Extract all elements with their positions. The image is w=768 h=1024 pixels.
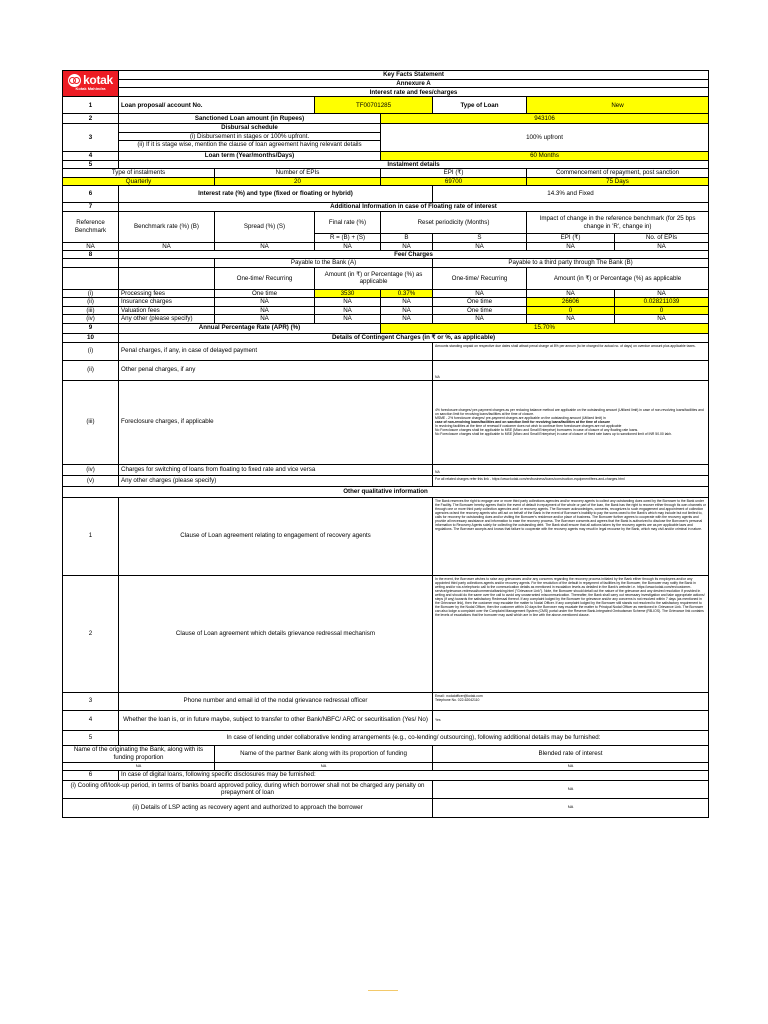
kotak-logo: kotak Kotak Mahindra [63, 71, 119, 97]
loan-transfer-label: Whether the loan is, or in future maybe, subject to transfer to other Bank/NBFC/ ARC or securitisation (Yes/ No) [119, 710, 433, 730]
page-footer-mark [368, 990, 398, 991]
contingent-charges-title: Details of Contingent Charges (in ₹ or %, as applicable) [119, 333, 709, 342]
annexure-label: Annexure A [119, 80, 709, 88]
key-facts-table: kotak Kotak Mahindra Key Facts Statement Annexure A Interest rate and fees/charges 1 Loan proposal/ account No. TF00701285 Type of Loan New 2 Sanctioned Loan amount (in Rupees) 943106 3 Disbursal schedule 100% upfront (i) Disbursement in stages or 100% upfront. (ii) If it is stage wise, mention the clause of loan agreement having relevant details 4 Loan term (Year/months/Days) 60 Months 5 Instalment details Type of instalments Number of EPIs EPI (₹) Commencement of repayment, post sanction Quarterly 20 69700 75 Days 6 Interest rate (%) and type (fixed or floating or hybrid) 14.3% and Fixed 7 Additional Information in case of Floating rate of interest Reference Benchmark Benchmark rate (%) (B) Spread (%) (S) Final rate (%) Reset periodicity (Months) Impact of change in the reference benchmark (for 25 bps change in 'R', change in) R = (B) + (S) B S EPI (₹) No. of EPIs NA NA NA NA NA NA NA NA 8 Fee/ Charges Payable to the Bank (A) Payable to a third party through The Bank (B) One-time/ Recurring Amount (in ₹) or Percentage (%) as applicable One-time/ Recurring Amount (in ₹) or Percentage (%) as applicable (i) Processing fees One time 3530 0.37% NA NA NA (ii) Insurance charges NA NA NA One time 26606 0.028211039 (iii) Valuation fees NA NA NA One time 0 0 (iv) Any other (please specify) NA NA NA NA NA NA 9 Annual Percentage Rate (APR) (%) 15.70% 10 Details of Contingent Charges (in ₹ or %, as applicable) (i) Penal charges, if any, in case of delayed payment Amounts standing unpaid on respective due dates shall attract penal charge at 8% per annum (to be charged for actual no. of days) on overdue amount plus applicable taxes. (ii) Other penal charges, if any NA (iii) Foreclosure charges, if applicable 4% foreclosure charges/ pre-payment charges as per reducing balance method are applicable on the outstanding amount (Utilized limit) in case of non-revolving loans/facilities and on sanction limit for revolving loans/facilities at the time of closure. MSME - 2% foreclosure charges/ pre-payment charges are applicable on the outstanding amount (Utilized limit) in case of non-revolving loans/facilities and on sanction limit for revolving loans/facilities at the time of closure In revolving facilities at the time of renewal if customer does not wish to continue then foreclosure charges are not applicable No Foreclosure charges shall be applicable to MSE (Micro and Small Enterprise) borrowers in case of closure of any floating rate loans. No Foreclosure charges shall be applicable to MSE (Micro and Small Enterprise) in case of closure of fixed rate loans up to sanctioned limit of INR 50.00 lakh. (iv) Charges for switching of loans from floating to fixed rate and vice versa NA (v) Any other charges (please specify) For all related charges refer this link - https://www.kotak.com/en/business/loans/construction-equipment/fees-and-charges.html Other qualitative information 1 Clause of Loan agreement relating to engagement of recovery agents The Bank reserves the right to engage one or more third party collections agencies and/or recovery agents to collect any outstanding dues owed by the Borrower to the Bank under the Facility. The Borrower hereby agrees that in the event of default in repayment of the whole or part of the loan, the Bank has the right to recover either through its own channels or through one or more third party collection agencies and/ or recovery agents. The Borrower acknowledges, consents, recognizes to such engagement and appointment of collection agencies or/and the recovery agents who will act on behalf of the Bank in the event of Borrower's inability to pay the sums owed to the Bank's which may include but not limited to, calls for recovery for outstanding dues and/or visiting the Borrower's residence and/or place of business. The Borrower further agrees to cooperate with the recovery agents and provide all necessary assistance and information to ease the recovery process. The Borrower consents and agrees that the Bank is authorized to disclose the Borrower's personal information to Recovery Agents solely for collecting the outstanding debt. The Bank shall ensure that all actions taken by the recovery agents are as per applicable laws and regulations. The Borrower accepts and knows that failure to cooperate with the recovery agents may result in legal recourse by the Bank, which may civil and/or criminal in nature. 2 Clause of Loan agreement which details grievance redressal mechanism In the event, the Borrower wishes to raise any grievances and/or any concerns regarding the recovery process initiated by the Bank either through its employees and/or any appointed third party collections agents and/or recovery agents. For the resolution of the default in repayment of facilities by the Borrower, the Borrower may notify the Bank in writing and/or via a telephonic call to the communication details as mentioned in escalation levels as detailed in the Bank's website i.e. https://www.kotak.com/en/customer-service/grievance-redressal/commercialbanking.html ("Grievance Link"). Note, the Borrower should detail out the nature of the grievance and any desired resolution if provided in writing and should do the same over the call to avoid any unwarranted miscommunication. Thereafter, the Bank shall carry out necessary investigation and take appropriate actions/ steps (if any) towards the satisfactory Redressal thereof. If any complaint lodged by the Borrower for grievance and/or any concerns is not resolved within 7 days (as mentioned in the Grievance link), then the customer may escalate the matter to Nodal Officer. If any complaint lodged by the Borrower still stands not resolved to the satisfactory requirement to the Borrower by the Nodal Officer, then the customer within 10 days the Borrower may escalate the matter to Principal Nodal Officer as mentioned in Grievance Link. The Borrower can also lodge a complaint over the Complaint Management System (CMS) portal under the Reserve Bank-Integrated Ombudsman Scheme (RB-IOS). The Grievance link contains the levels of escalations that the borrower may avail which are in line with the above-mentioned clause. 3 Phone number and email id of the nodal grievance redressal officer Email : nodalofficer@kotak.com Telephone No. 022-62042110 4 Whether the loan is, or in future maybe, subject to transfer to other Bank/NBFC/ ARC or securitisation (Yes/ No) Yes 5 In case of lending under collaborative lending arrangements (e.g., co-lending/ outsourcing), following additional details may be furnished: Name of the originating the Bank, along with its funding proportion Name of the partner Bank along with its proportion of funding Blended rate of interest NA NA NA 6 In case of digital loans, following specific disclosures may be furnished: (i) Cooling off/look-up period, in terms of banks board approved policy, during which borrower shall not be charged any penalty on prepayment of loan NA (ii) Details of LSP acting as recovery agent and authorized to approach the borrower NA [62, 70, 709, 818]
interest-rate-value: 14.3% and Fixed [433, 186, 709, 203]
floating-rate-title: Additional Information in case of Floating rate of interest [119, 203, 709, 212]
foreclosure-label: Foreclosure charges, if applicable [119, 380, 433, 464]
loan-transfer-value: Yes [433, 710, 709, 730]
fee-charges-title: Fee/ Charges [119, 250, 709, 258]
commencement-value: 75 Days [527, 177, 709, 185]
penal-charges-label: Penal charges, if any, in case of delayed payment [119, 342, 433, 360]
epi-amount: 69700 [381, 177, 527, 185]
recovery-agents-label: Clause of Loan agreement relating to engagement of recovery agents [119, 497, 433, 575]
digital-loans-title: In case of digital loans, following specific disclosures may be furnished: [119, 770, 709, 780]
number-of-epis: 20 [215, 177, 381, 185]
penal-charges-text: Amounts standing unpaid on respective due dates shall attract penal charge at 8% per annum (to be charged for actual no. of days) on overdue amount plus applicable taxes. [433, 342, 709, 360]
loan-type-value: New [527, 97, 709, 114]
sanctioned-amount-value: 943106 [381, 114, 709, 124]
cooling-off-label: (i) Cooling off/look-up period, in terms of banks board approved policy, during which borrower shall not be charged any penalty on prepayment of loan [63, 780, 433, 798]
loan-term-label: Loan term (Year/months/Days) [119, 152, 381, 160]
fee-row: (iii) Valuation fees NA NA NA One time 0 0 [63, 306, 709, 314]
nodal-officer-label: Phone number and email id of the nodal grievance redressal officer [119, 692, 433, 710]
kotak-infinity-icon [68, 74, 81, 87]
lsp-recovery-label: (ii) Details of LSP acting as recovery agent and authorized to approach the borrower [63, 798, 433, 817]
foreclosure-text: 4% foreclosure charges/ pre-payment charges as per reducing balance method are applicable on the outstanding amount (Utilized limit) in case of non-revolving loans/facilities and on sanction limit for revolving loans/facilities at the time of closure. MSME - 2% foreclosure charges/ pre-payment charges are applicable on the outstanding amount (Utilized limit) in case of non-revolving loans/facilities and on sanction limit for revolving loans/facilities at the time of closure In revolving facilities at the time of renewal if customer does not wish to continue then foreclosure charges are not applicable No Foreclosure charges shall be applicable to MSE (Micro and Small Enterprise) borrowers in case of closure of any floating rate loans. No Foreclosure charges shall be applicable to MSE (Micro and Small Enterprise) in case of closure of fixed rate loans up to sanctioned limit of INR 50.00 lakh. [433, 380, 709, 464]
apr-value: 15.70% [381, 323, 709, 333]
nodal-officer-phone: Telephone No. 022-62042110 [435, 697, 480, 702]
grievance-redressal-label: Clause of Loan agreement which details grievance redressal mechanism [119, 575, 433, 692]
interest-rate-label: Interest rate (%) and type (fixed or floating or hybrid) [119, 186, 433, 203]
disbursal-value: 100% upfront [381, 124, 709, 152]
disbursal-schedule-title: Disbursal schedule [119, 124, 381, 132]
instalment-details-title: Instalment details [119, 160, 709, 168]
nodal-officer-email: Email : nodalofficer@kotak.com [435, 693, 483, 698]
grievance-redressal-clause: In the event, the Borrower wishes to raise any grievances and/or any concerns regarding the recovery process initiated by the Bank either through its employees and/or any appointed third party collections agents and/or recovery agents. For the resolution of the default in repayment of facilities by the Borrower, the Borrower may notify the Bank in writing and/or via a telephonic call to the communication details as mentioned in escalation levels as detailed in the Bank's website i.e. https://www.kotak.com/en/customer-service/grievance-redressal/commercialbanking.html ("Grievance Link"). Note, the Borrower should detail out the nature of the grievance and any desired resolution if provided in writing and should do the same over the call to avoid any unwarranted miscommunication. Thereafter, the Bank shall carry out necessary investigation and take appropriate actions/ steps (if any) towards the satisfactory Redressal thereof. If any complaint lodged by the Borrower for grievance and/or any concerns is not resolved within 7 days (as mentioned in the Grievance link), then the customer may escalate the matter to Nodal Officer. If any complaint lodged by the Borrower still stands not resolved to the satisfactory requirement to the Borrower by the Nodal Officer, then the customer within 10 days the Borrower may escalate the matter to Principal Nodal Officer as mentioned in Grievance Link. The Borrower can also lodge a complaint over the Complaint Management System (CMS) portal under the Reserve Bank-Integrated Ombudsman Scheme (RB-IOS). The Grievance link contains the levels of escalations that the borrower may avail which are in line with the above-mentioned clause. [433, 575, 709, 692]
section-title: Interest rate and fees/charges [119, 88, 709, 97]
qualitative-title: Other qualitative information [63, 486, 709, 497]
loan-type-label: Type of Loan [433, 97, 527, 114]
instalment-type: Quarterly [63, 177, 215, 185]
other-charges-link-text: For all related charges refer this link - https://www.kotak.com/en/business/loans/construction-equipment/fees-and-charges.html [433, 475, 709, 486]
loan-term-value: 60 Months [381, 152, 709, 160]
recovery-agents-clause: The Bank reserves the right to engage one or more third party collections agencies and/or recovery agents to collect any outstanding dues owed by the Borrower to the Bank under the Facility. The Borrower hereby agrees that in the event of default in repayment of the whole or part of the loan, the Bank has the right to recover either through its own channels or through one or more third party collection agencies and/ or recovery agents. The Borrower acknowledges, consents, recognizes to such engagement and appointment of collection agencies or/and the recovery agents who will act on behalf of the Bank in the event of Borrower's inability to pay the sums owed to the Bank's which may include but not limited to, calls for recovery for outstanding dues and/or visiting the Borrower's residence and/or place of business. The Borrower further agrees to cooperate with the recovery agents and provide all necessary assistance and information to ease the recovery process. The Borrower consents and agrees that the Bank is authorized to disclose the Borrower's personal information to Recovery Agents solely for collecting the outstanding debt. The Bank shall ensure that all actions taken by the recovery agents are as per applicable laws and regulations. The Borrower accepts and knows that failure to cooperate with the recovery agents may result in legal recourse by the Bank, which may civil and/or criminal in nature. [433, 497, 709, 575]
sanctioned-amount-label: Sanctioned Loan amount (in Rupees) [119, 114, 381, 124]
loan-account-value: TF00701285 [315, 97, 433, 114]
fee-row: (i) Processing fees One time 3530 0.37% NA NA NA [63, 289, 709, 297]
fee-row: (ii) Insurance charges NA NA NA One time 26606 0.028211039 [63, 298, 709, 306]
nodal-officer-contact [433, 692, 709, 710]
co-lending-title: In case of lending under collaborative lending arrangements (e.g., co-lending/ outsourcing), following additional details may be furnished: [119, 730, 709, 745]
fee-row: (iv) Any other (please specify) NA NA NA NA NA NA [63, 315, 709, 323]
loan-account-label: Loan proposal/ account No. [119, 97, 315, 114]
apr-label: Annual Percentage Rate (APR) (%) [119, 323, 381, 333]
document-title: Key Facts Statement [119, 71, 709, 80]
